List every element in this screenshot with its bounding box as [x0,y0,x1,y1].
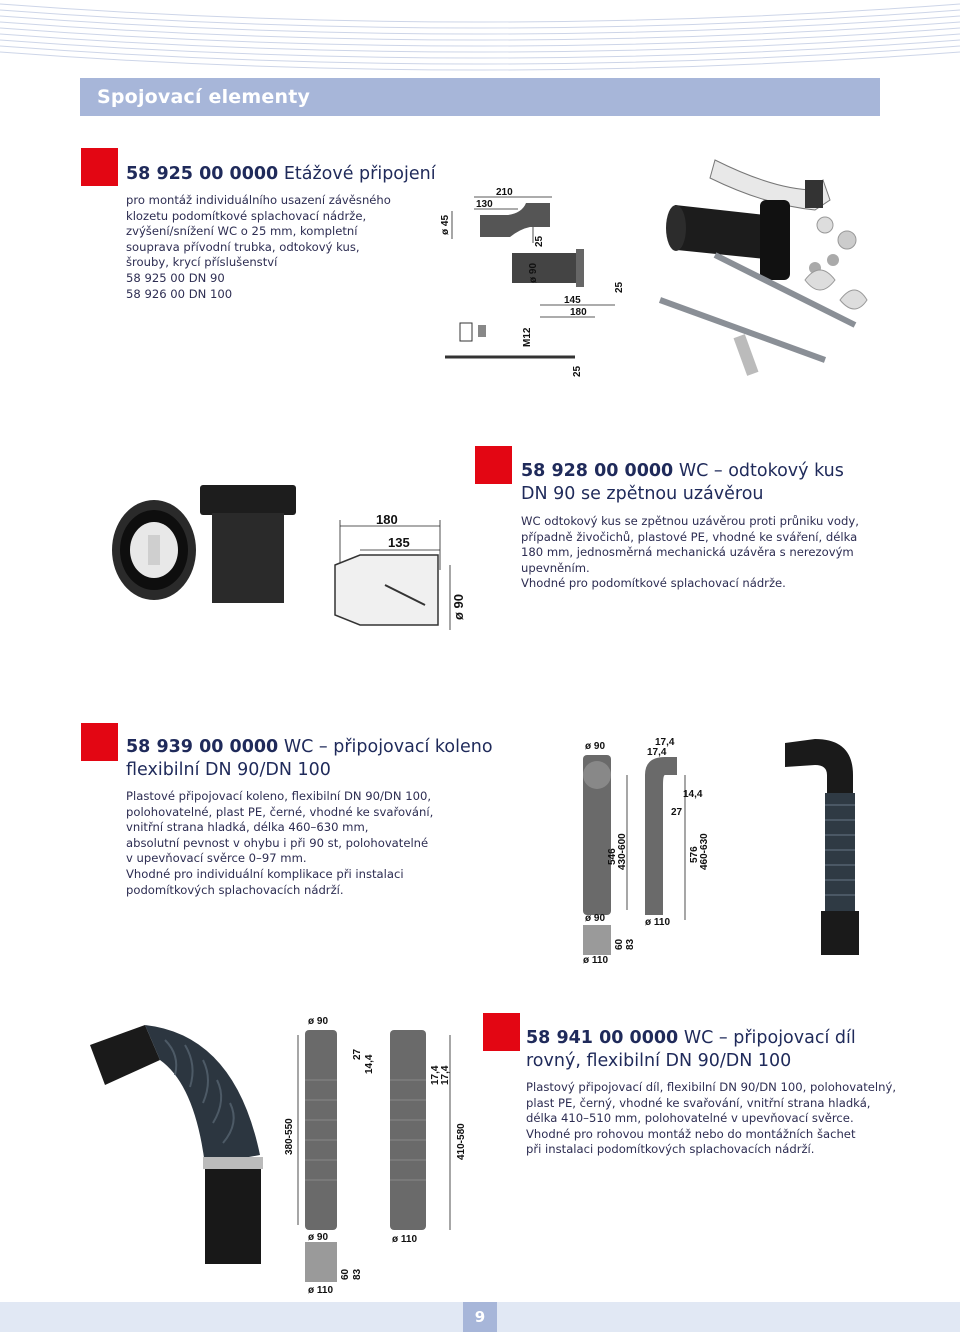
product-marker [475,446,512,484]
dim-label: ø 110 [308,1285,334,1296]
description-line: délka 410–510 mm, polohovatelné v upevňovací svěrce. [526,1111,854,1126]
technical-drawing-rovny-dil [284,1010,480,1296]
product-code: 58 925 00 0000 [126,164,279,184]
dim-label: 17,4 [430,1065,441,1085]
dim-label: ø 110 [392,1234,418,1245]
dim-label: 17,4 [655,737,675,748]
description-line: klozetu podomítkové splachovací nádrže, [126,208,367,223]
dim-label: 83 [625,938,636,950]
description-line: polohovatelné, plast PE, černé, vhodné ke svařování, [126,804,434,819]
description-line: vnitřní strana hladká, délka 460–630 mm, [126,820,369,835]
product-code: 58 939 00 0000 [126,737,279,757]
dim-label: ø 90 [528,262,539,283]
description-line: při instalaci podomítkových splachovacích nádrží. [526,1142,815,1157]
dim-label: ø 90 [308,1016,329,1027]
dim-label: ø 90 [308,1232,329,1243]
dim-label: 17,4 [440,1065,451,1085]
technical-drawing-odtok [330,510,470,635]
product-photo-end-view [108,495,200,605]
dim-label: 25 [614,281,625,293]
description-line: Plastové připojovací koleno, flexibilní DN 90/DN 100, [126,789,432,803]
product-name-line2: flexibilní DN 90/DN 100 [126,760,331,780]
product-name: WC – připojovací díl [683,1028,856,1048]
product-photo-etaz-kit [655,150,870,385]
dim-label: 135 [388,535,410,550]
dim-label: 576 [689,846,700,863]
dim-label: 27 [352,1048,363,1060]
product-marker [81,148,118,186]
dim-label: 145 [564,295,581,306]
dim-label: ø 110 [645,917,671,928]
product-name-line2: rovný, flexibilní DN 90/DN 100 [526,1051,792,1071]
dim-label: M12 [522,327,533,347]
product-marker [81,723,118,761]
product-photo-koleno [775,735,865,960]
product-description [126,193,391,302]
decorative-curves [0,0,960,90]
dim-label: 14,4 [683,789,703,800]
dim-label: ø 90 [451,593,466,620]
product-title [526,1027,856,1073]
description-line: Vhodné pro podomítkové splachovací nádrže. [521,576,786,591]
description-line: pro montáž individuálního usazení závěsného [126,193,391,207]
dim-label: 83 [352,1268,363,1280]
dim-label: ø 90 [585,913,606,924]
dim-label: 460-630 [699,833,710,870]
product-code: 58 941 00 0000 [526,1028,679,1048]
description-line: 58 926 00 DN 100 [126,286,233,301]
page-number: 9 [474,1308,486,1326]
dim-label: 25 [534,235,545,247]
product-description [521,514,859,592]
description-line: WC odtokový kus se zpětnou uzávěrou proti průniku vody, [521,514,859,528]
dim-label: 14,4 [364,1054,375,1074]
dim-label: ø 90 [585,741,606,752]
description-line: absolutní pevnost v ohybu i při 90 st, polohovatelné [126,835,429,850]
description-line: v upevňovací svěrce 0–97 mm. [126,851,307,866]
dim-label: ø 45 [440,214,451,235]
description-line: Vhodné pro rohovou montáž nebo do montážních šachet [526,1126,856,1141]
description-line: 58 925 00 DN 90 [126,270,225,285]
page-number-box [463,1302,497,1332]
description-line: upevněním. [521,560,590,575]
description-line: zvýšení/snížení WC o 25 mm, kompletní [126,224,358,239]
product-marker [483,1013,520,1051]
dim-label: 380-550 [284,1118,295,1155]
dim-label: 410-580 [456,1123,467,1160]
product-description [126,789,433,898]
description-line: souprava přívodní trubka, odtokový kus, [126,239,360,254]
dim-label: 210 [496,187,513,198]
product-description [526,1080,896,1158]
dim-label: ø 110 [583,955,609,966]
technical-drawing-koleno [575,735,715,965]
product-name: WC – připojovací koleno [283,737,493,757]
section-title: Spojovací elementy [97,86,311,108]
product-photo-side-view [198,485,298,605]
product-title [521,460,844,506]
product-name: WC – odtokový kus [678,461,844,481]
description-line: podomítkových splachovacích nádrží. [126,882,344,897]
dim-label: 546 [607,848,618,865]
product-photo-rovny-dil [85,1015,270,1270]
technical-drawing-etaz [430,185,650,380]
dim-label: 60 [340,1268,351,1280]
dim-label: 17,4 [647,747,667,758]
section-header [80,78,880,116]
description-line: šrouby, krycí příslušenství [126,255,278,270]
description-line: Vhodné pro individuální komplikace při instalaci [126,866,404,881]
dim-label: 430-600 [617,833,628,870]
description-line: Plastový připojovací díl, flexibilní DN 90/DN 100, polohovatelný, [526,1080,897,1094]
product-title [126,736,493,782]
dim-label: 180 [570,307,587,318]
dim-label: 130 [476,199,493,210]
product-code: 58 928 00 0000 [521,461,674,481]
product-title [126,163,436,186]
dim-label: 25 [572,365,583,377]
dim-label: 27 [671,807,683,818]
product-name: Etážové připojení [283,164,436,184]
dim-label: 60 [614,938,625,950]
description-line: případně živočichů, plastové PE, vhodné ke sváření, délka [521,529,858,544]
description-line: plast PE, černý, vhodné ke svařování, vnitřní strana hladká, [526,1095,871,1110]
product-name-line2: DN 90 se zpětnou uzávěrou [521,484,764,504]
dim-label: 180 [376,512,398,527]
description-line: 180 mm, jednosměrná mechanická uzávěra s nerezovým [521,545,854,560]
